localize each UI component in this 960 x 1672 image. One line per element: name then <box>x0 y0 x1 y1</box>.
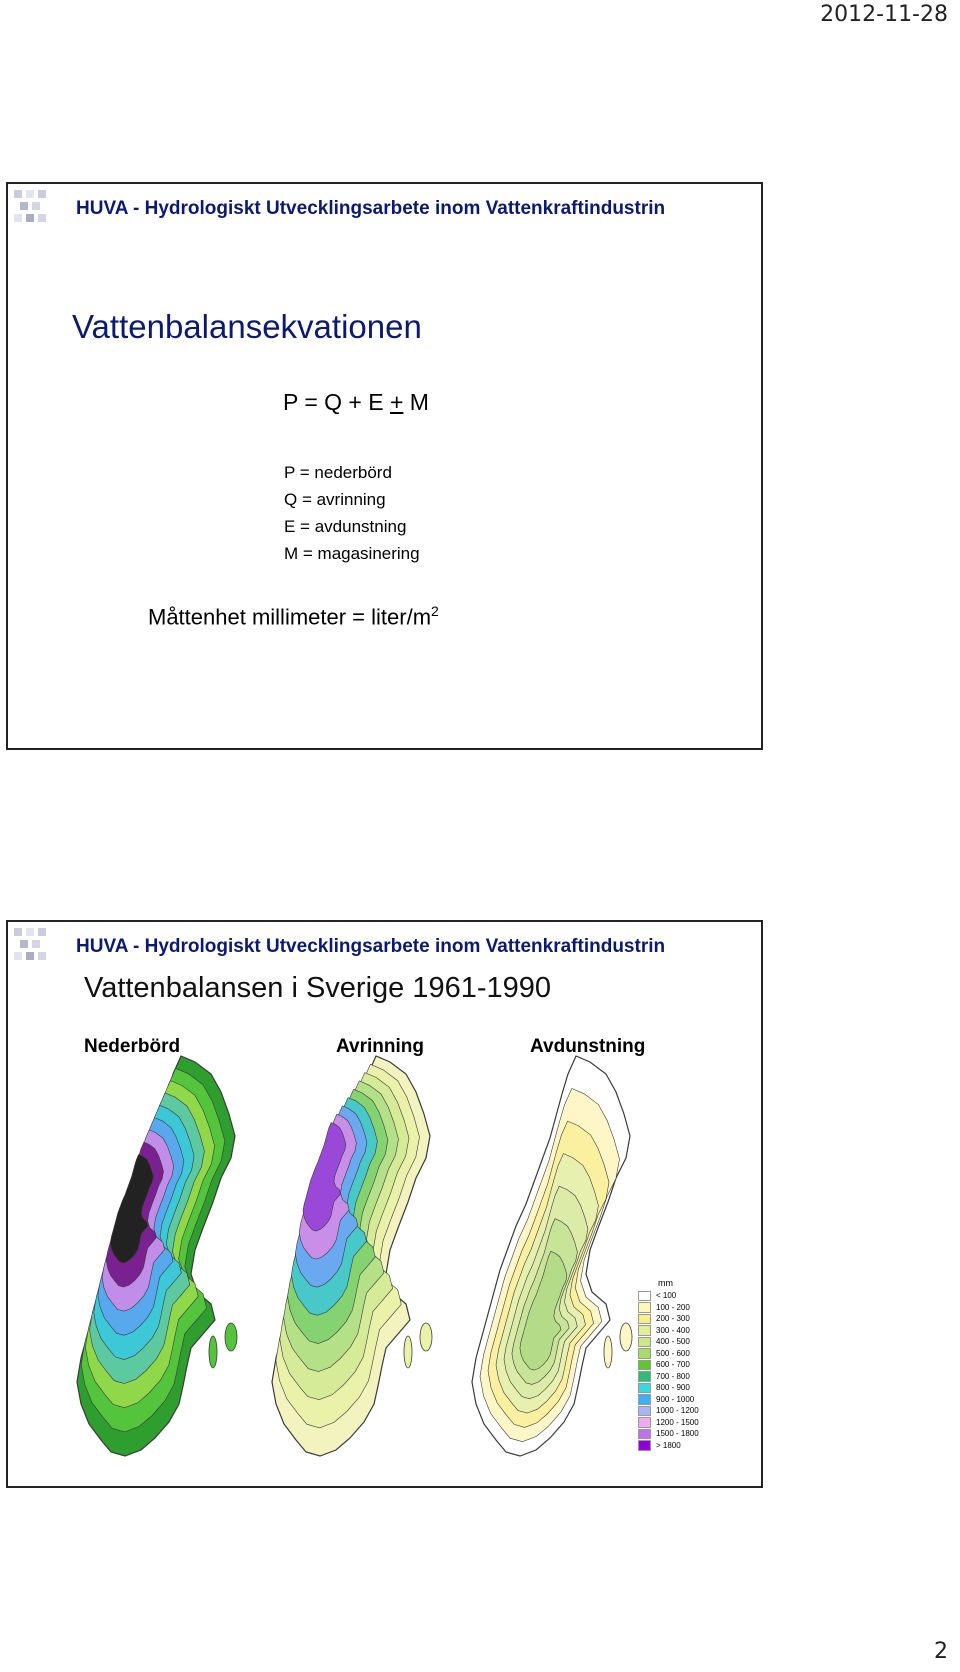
map-legend <box>628 1278 718 1451</box>
equation-left: P = Q + E <box>283 389 390 415</box>
legend-swatch <box>638 1406 651 1417</box>
legend-label: 1000 - 1200 <box>656 1406 699 1416</box>
map-label-runoff: Avrinning <box>336 1036 424 1057</box>
legend-label: 600 - 700 <box>656 1360 690 1370</box>
legend-label: 1200 - 1500 <box>656 1417 699 1427</box>
legend-item <box>628 1359 718 1371</box>
legend-label: 300 - 400 <box>656 1325 690 1335</box>
legend-item <box>628 1440 718 1452</box>
legend-swatch <box>638 1360 651 1371</box>
legend-item <box>628 1290 718 1302</box>
legend-unit: mm <box>658 1278 673 1288</box>
definition-p: P = nederbörd <box>284 463 392 482</box>
plus-minus-sign: + <box>389 389 404 415</box>
legend-item <box>628 1371 718 1383</box>
legend-label: 1500 - 1800 <box>656 1429 699 1439</box>
legend-swatch <box>638 1394 651 1405</box>
legend-label: 900 - 1000 <box>656 1394 695 1404</box>
map-label-evaporation: Avdunstning <box>530 1036 646 1057</box>
page-number: 2 <box>934 1639 948 1664</box>
header-text: HUVA - Hydrologiskt Utvecklingsarbete inom Vattenkraftindustrin <box>76 198 666 219</box>
legend-label: > 1800 <box>656 1440 681 1450</box>
slide-title: Vattenbalansen i Sverige 1961-1990 <box>84 972 552 1004</box>
legend-swatch <box>638 1314 651 1325</box>
definition-e: E = avdunstning <box>284 517 407 536</box>
slide-water-balance-equation <box>6 182 763 750</box>
legend-item <box>628 1428 718 1440</box>
legend-item <box>628 1394 718 1406</box>
island <box>404 1336 412 1368</box>
legend-swatch <box>638 1417 651 1428</box>
precipitation-map <box>63 1052 253 1462</box>
legend-label: 100 - 200 <box>656 1302 690 1312</box>
huva-logo <box>12 924 52 970</box>
legend-rows <box>628 1290 718 1451</box>
header-text: HUVA - Hydrologiskt Utvecklingsarbete inom Vattenkraftindustrin <box>76 936 666 957</box>
legend-item <box>628 1417 718 1429</box>
legend-item <box>628 1336 718 1348</box>
legend-label: < 100 <box>656 1291 677 1301</box>
legend-item <box>628 1382 718 1394</box>
slide-title: Vattenbalansekvationen <box>72 308 422 345</box>
legend-swatch <box>638 1371 651 1382</box>
island <box>209 1336 217 1368</box>
runoff-map <box>258 1052 448 1462</box>
legend-swatch <box>638 1348 651 1359</box>
slide-water-balance-sweden <box>6 920 763 1488</box>
legend-label: 800 - 900 <box>656 1383 690 1393</box>
legend-swatch <box>638 1383 651 1394</box>
legend-item <box>628 1313 718 1325</box>
equation-right: M <box>403 389 429 415</box>
legend-swatch <box>638 1325 651 1336</box>
legend-item <box>628 1302 718 1314</box>
island <box>225 1323 237 1351</box>
evaporation-map <box>458 1052 648 1462</box>
legend-item <box>628 1325 718 1337</box>
legend-swatch <box>638 1291 651 1302</box>
legend-swatch <box>638 1337 651 1348</box>
unit-exponent: 2 <box>431 603 439 619</box>
legend-label: 400 - 500 <box>656 1337 690 1347</box>
unit-statement <box>148 603 439 630</box>
page-date: 2012-11-28 <box>820 2 948 27</box>
island <box>604 1336 612 1368</box>
legend-swatch <box>638 1429 651 1440</box>
legend-label: 200 - 300 <box>656 1314 690 1324</box>
huva-logo <box>12 186 52 232</box>
legend-label: 500 - 600 <box>656 1348 690 1358</box>
unit-text: Måttenhet millimeter = liter/m <box>148 604 432 630</box>
legend-label: 700 - 800 <box>656 1371 690 1381</box>
variable-definitions <box>284 459 420 567</box>
water-balance-equation <box>283 389 429 416</box>
legend-swatch <box>638 1440 651 1451</box>
definition-m: M = magasinering <box>284 544 420 563</box>
legend-swatch <box>638 1302 651 1313</box>
legend-item <box>628 1348 718 1360</box>
island <box>420 1323 432 1351</box>
legend-item <box>628 1405 718 1417</box>
map-label-precipitation: Nederbörd <box>84 1036 181 1057</box>
definition-q: Q = avrinning <box>284 490 386 509</box>
